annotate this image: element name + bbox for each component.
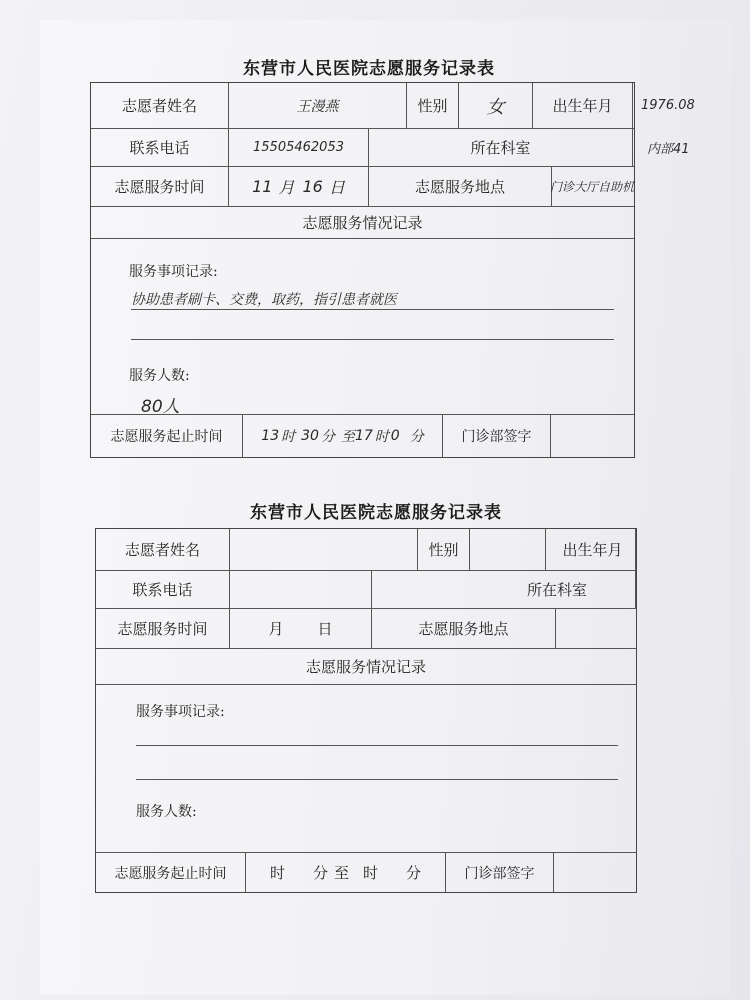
- items-line-2-b: [136, 779, 618, 780]
- minute-unit-2-b: 分: [406, 864, 422, 882]
- service-time-label-b: 志愿服务时间: [96, 609, 230, 648]
- record-area-b: [96, 685, 636, 853]
- dept-label-b: 所在科室: [372, 571, 636, 608]
- record-header-b: 志愿服务情况记录: [305, 658, 426, 676]
- phone-value-b: [230, 571, 372, 608]
- row-start-end-b: [96, 853, 636, 892]
- hour-unit-2: 时: [374, 429, 389, 445]
- items-line-1-b: [136, 745, 618, 746]
- minute-unit-1-b: 分: [312, 864, 328, 882]
- end-minute: 0: [390, 428, 400, 444]
- birth-label-b: 出生年月: [546, 529, 636, 570]
- phone-value: 15505462053: [229, 129, 369, 166]
- service-place-label: 志愿服务地点: [369, 167, 552, 206]
- items-value: 协助患者刷卡、交费，取药，指引患者就医: [131, 292, 397, 308]
- volunteer-form-bottom: [95, 528, 637, 893]
- service-date-value: [229, 167, 369, 206]
- start-end-label: 志愿服务起止时间: [91, 415, 243, 457]
- count-value: 80人: [141, 397, 180, 417]
- row-name: [91, 83, 634, 129]
- service-place-value: 门诊大厅自助机: [549, 180, 634, 194]
- to-text-b: 至: [333, 864, 349, 882]
- sign-value: [551, 415, 634, 457]
- gender-label: 性别: [407, 83, 459, 128]
- record-header: 志愿服务情况记录: [302, 214, 423, 232]
- start-hour: 13: [261, 428, 280, 444]
- dept-label: 所在科室: [369, 129, 633, 166]
- start-end-value: [243, 415, 443, 457]
- start-end-value-b: [246, 853, 446, 892]
- service-place-label-b: 志愿服务地点: [372, 609, 556, 648]
- volunteer-form-top: [90, 82, 635, 458]
- phone-label: 联系电话: [91, 129, 229, 166]
- row-name-b: [96, 529, 636, 571]
- items-line-1: [131, 309, 614, 310]
- row-record-header-b: [96, 649, 636, 685]
- start-minute: 30: [301, 428, 319, 444]
- service-date-b: [230, 609, 372, 648]
- row-service-time-b: [96, 609, 636, 649]
- gender-label-b: 性别: [418, 529, 470, 570]
- hour-unit-1-b: 时: [269, 864, 285, 882]
- count-label-b: 服务人数:: [136, 804, 197, 820]
- minute-unit-2: 分: [409, 429, 424, 445]
- start-end-label-b: 志愿服务起止时间: [96, 853, 246, 892]
- birth-value: [633, 83, 641, 128]
- sign-label: 门诊部签字: [443, 415, 551, 457]
- phone-label-b: 联系电话: [96, 571, 230, 608]
- name-label: 志愿者姓名: [91, 83, 229, 128]
- row-phone-b: [96, 571, 636, 609]
- day-value: 16: [302, 177, 323, 196]
- birth-label: 出生年月: [533, 83, 633, 128]
- sign-value-b: [554, 853, 636, 892]
- hour-unit-2-b: 时: [363, 864, 379, 882]
- day-unit-b: 日: [317, 620, 333, 638]
- items-label-b: 服务事项记录:: [136, 704, 225, 720]
- form-title-top: 东营市人民医院志愿服务记录表: [243, 59, 495, 79]
- name-value-b: [230, 529, 418, 570]
- minute-unit-1: 分: [320, 429, 335, 445]
- month-unit: 月: [278, 178, 295, 197]
- count-label: 服务人数:: [129, 368, 190, 384]
- items-label: 服务事项记录:: [129, 264, 218, 280]
- service-time-label: 志愿服务时间: [91, 167, 229, 206]
- month-value: 11: [252, 177, 273, 196]
- name-label-b: 志愿者姓名: [96, 529, 230, 570]
- sign-label-b: 门诊部签字: [446, 853, 554, 892]
- row-record-header: [91, 207, 634, 239]
- row-phone: [91, 129, 634, 167]
- hour-unit-1: 时: [281, 429, 296, 445]
- end-hour: 17: [354, 428, 373, 444]
- row-service-time: [91, 167, 634, 207]
- gender-value: 女: [459, 83, 533, 128]
- name-value: 王漫燕: [229, 83, 407, 128]
- record-area: [91, 239, 634, 415]
- form-title-bottom: 东营市人民医院志愿服务记录表: [250, 503, 502, 523]
- row-start-end: [91, 415, 634, 457]
- to-text: 至: [340, 429, 355, 445]
- dept-value: [633, 129, 647, 166]
- items-line-2: [131, 339, 614, 340]
- day-unit: 日: [328, 178, 345, 197]
- month-unit-b: 月: [268, 620, 284, 638]
- gender-value-b: [470, 529, 546, 570]
